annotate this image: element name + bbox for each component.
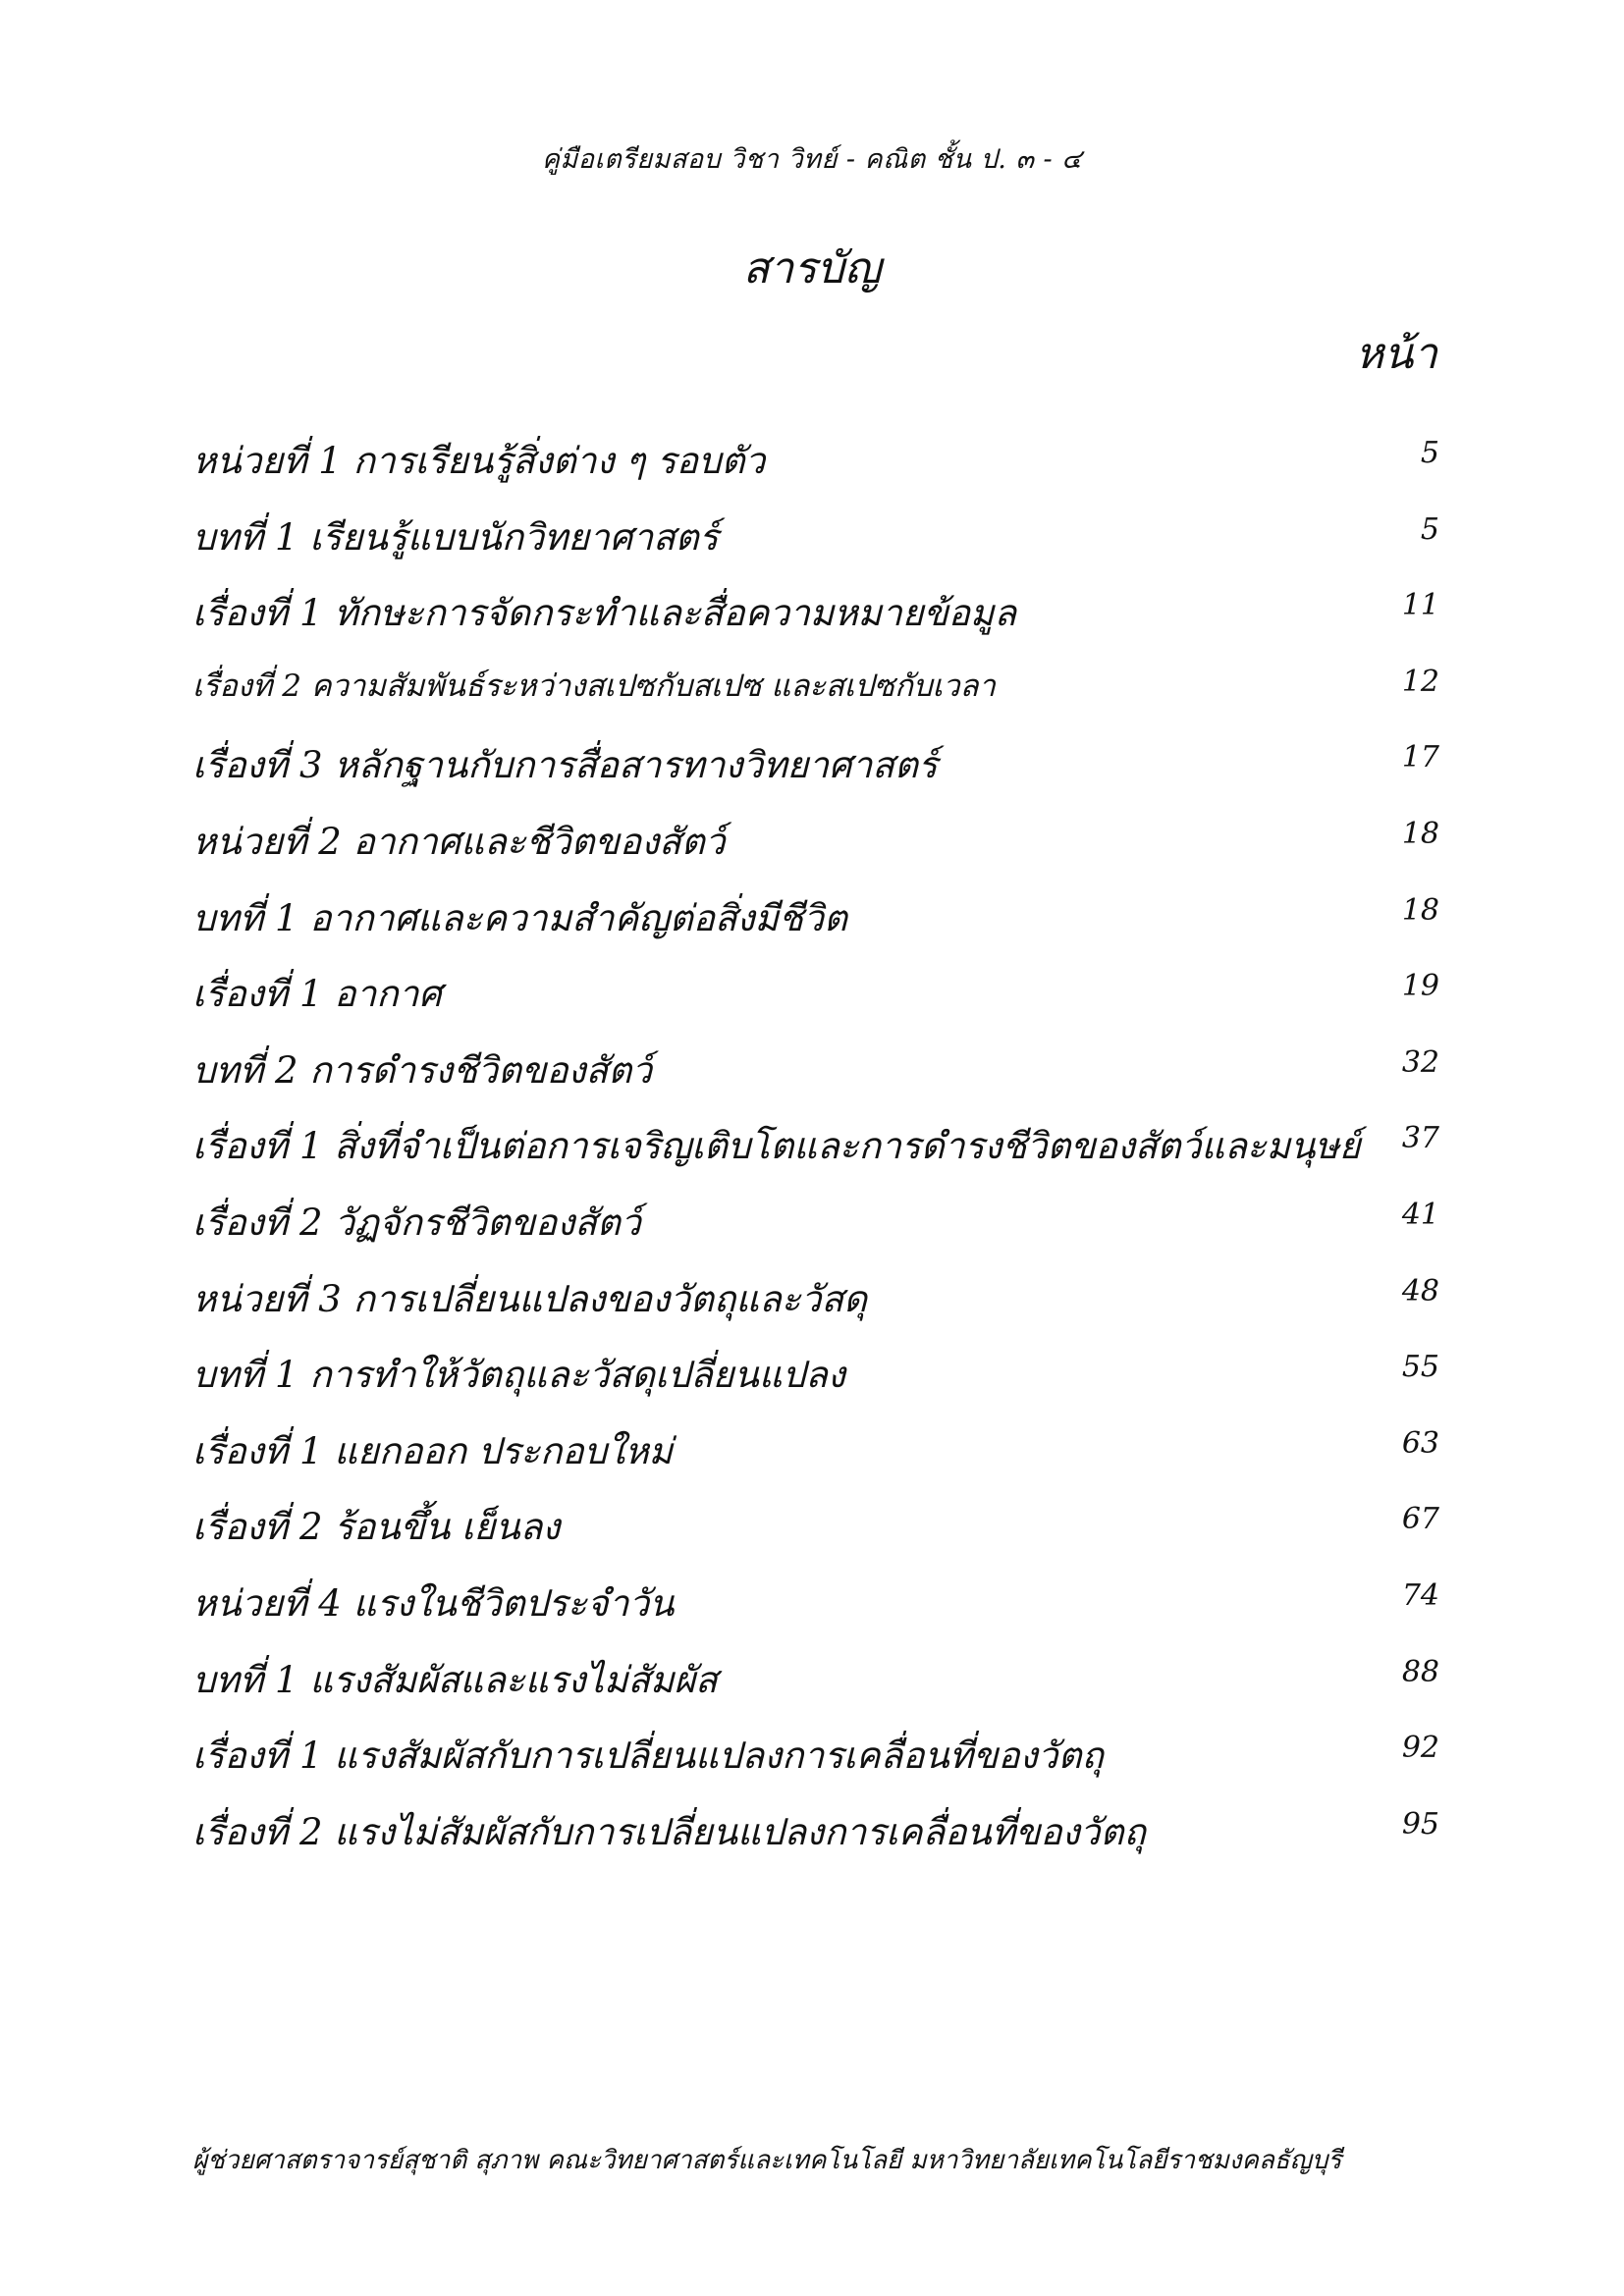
toc-entry [192, 1490, 1439, 1567]
toc-entry-page: 48 [1401, 1273, 1439, 1308]
toc-entry [192, 1643, 1439, 1720]
toc-entry [192, 728, 1439, 805]
toc-entry [192, 805, 1439, 881]
toc-entry [192, 1034, 1439, 1110]
toc-entry-page: 74 [1401, 1577, 1439, 1613]
toc-entry-page: 92 [1401, 1731, 1439, 1766]
running-header: คู่มือเตรียมสอบ วิชา วิทย์ - คณิต ชั้น ป. ๓ - ๔ [541, 144, 1083, 175]
toc-entry-page: 63 [1401, 1425, 1439, 1461]
toc-entry-text: บทที่ 1 แรงสัมผัสและแรงไม่สัมผัส [192, 1658, 718, 1701]
toc-entry-page: 5 [1420, 436, 1439, 470]
toc-entry-page: 19 [1401, 969, 1439, 1004]
toc-entry [192, 957, 1439, 1034]
toc-entry-page: 5 [1420, 511, 1439, 547]
toc-entry-text: เรื่องที่ 1 สิ่งที่จำเป็นต่อการเจริญเติบโตและการดำรงชีวิตของสัตว์และมนุษย์ [192, 1125, 1361, 1168]
toc-entry-page: 67 [1401, 1502, 1439, 1537]
toc-entry-page: 41 [1401, 1197, 1439, 1232]
toc-entry-page: 88 [1401, 1654, 1439, 1689]
toc-entry-page: 11 [1401, 588, 1439, 623]
toc-entry [192, 1186, 1439, 1262]
toc-entry-page: 95 [1401, 1806, 1439, 1842]
toc-entry [192, 1567, 1439, 1643]
toc-entry-text: หน่วยที่ 2 อากาศและชีวิตของสัตว์ [192, 820, 726, 863]
toc-entry-text: เรื่องที่ 2 วัฏจักรชีวิตของสัตว์ [192, 1201, 641, 1244]
toc-entry [192, 1338, 1439, 1415]
toc-entry [192, 1262, 1439, 1339]
toc-entry-text: เรื่องที่ 2 แรงไม่สัมผัสกับการเปลี่ยนแปลงการเคลื่อนที่ของวัตถุ [192, 1810, 1146, 1853]
running-footer: ผู้ช่วยศาสตราจารย์สุชาติ สุภาพ คณะวิทยาศาสตร์และเทคโนโลยี มหาวิทยาลัยเทคโนโลยีราชมงคลธัญบุรี [192, 2146, 1342, 2175]
toc-entry-page: 12 [1401, 664, 1439, 699]
toc-list [192, 424, 1439, 1871]
toc-entry-text: บทที่ 2 การดำรงชีวิตของสัตว์ [192, 1048, 653, 1092]
toc-entry-page: 32 [1401, 1044, 1439, 1080]
toc-entry [192, 653, 1439, 729]
toc-entry [192, 424, 1439, 501]
toc-entry-text: หน่วยที่ 3 การเปลี่ยนแปลงของวัตถุและวัสดุ [192, 1277, 868, 1320]
toc-entry [192, 576, 1439, 653]
page-column-label: หน้า [1355, 329, 1437, 379]
toc-entry-text: บทที่ 1 เรียนรู้แบบนักวิทยาศาสตร์ [192, 515, 719, 559]
toc-entry-page: 18 [1401, 816, 1439, 851]
toc-entry-page: 55 [1401, 1350, 1439, 1385]
toc-title: สารบัญ [742, 243, 882, 294]
toc-entry-text: หน่วยที่ 1 การเรียนรู้สิ่งต่าง ๆ รอบตัว [192, 440, 766, 482]
toc-entry-text: เรื่องที่ 1 แยกออก ประกอบใหม่ [192, 1429, 673, 1472]
toc-entry [192, 1719, 1439, 1795]
toc-entry [192, 1415, 1439, 1491]
toc-entry-text: บทที่ 1 อากาศและความสำคัญต่อสิ่งมีชีวิต [192, 896, 847, 939]
toc-entry-text: เรื่องที่ 2 ความสัมพันธ์ระหว่างสเปซกับสเปซ และสเปซกับเวลา [192, 667, 996, 704]
toc-entry-page: 18 [1401, 892, 1439, 928]
toc-entry-text: หน่วยที่ 4 แรงในชีวิตประจำวัน [192, 1581, 675, 1625]
toc-entry-text: เรื่องที่ 1 อากาศ [192, 973, 442, 1016]
toc-entry [192, 881, 1439, 958]
toc-entry [192, 501, 1439, 577]
toc-entry-page: 37 [1401, 1121, 1439, 1156]
toc-entry-text: บทที่ 1 การทำให้วัตถุและวัสดุเปลี่ยนแปลง [192, 1354, 845, 1397]
toc-entry-text: เรื่องที่ 2 ร้อนขึ้น เย็นลง [192, 1506, 561, 1549]
toc-entry [192, 1795, 1439, 1872]
toc-entry [192, 1109, 1439, 1186]
toc-entry-text: เรื่องที่ 1 แรงสัมผัสกับการเปลี่ยนแปลงการเคลื่อนที่ของวัตถุ [192, 1735, 1104, 1778]
toc-entry-page: 17 [1401, 740, 1439, 775]
toc-entry-text: เรื่องที่ 1 ทักษะการจัดกระทำและสื่อความหมายข้อมูล [192, 592, 1017, 635]
toc-entry-text: เรื่องที่ 3 หลักฐานกับการสื่อสารทางวิทยาศาสตร์ [192, 744, 938, 787]
